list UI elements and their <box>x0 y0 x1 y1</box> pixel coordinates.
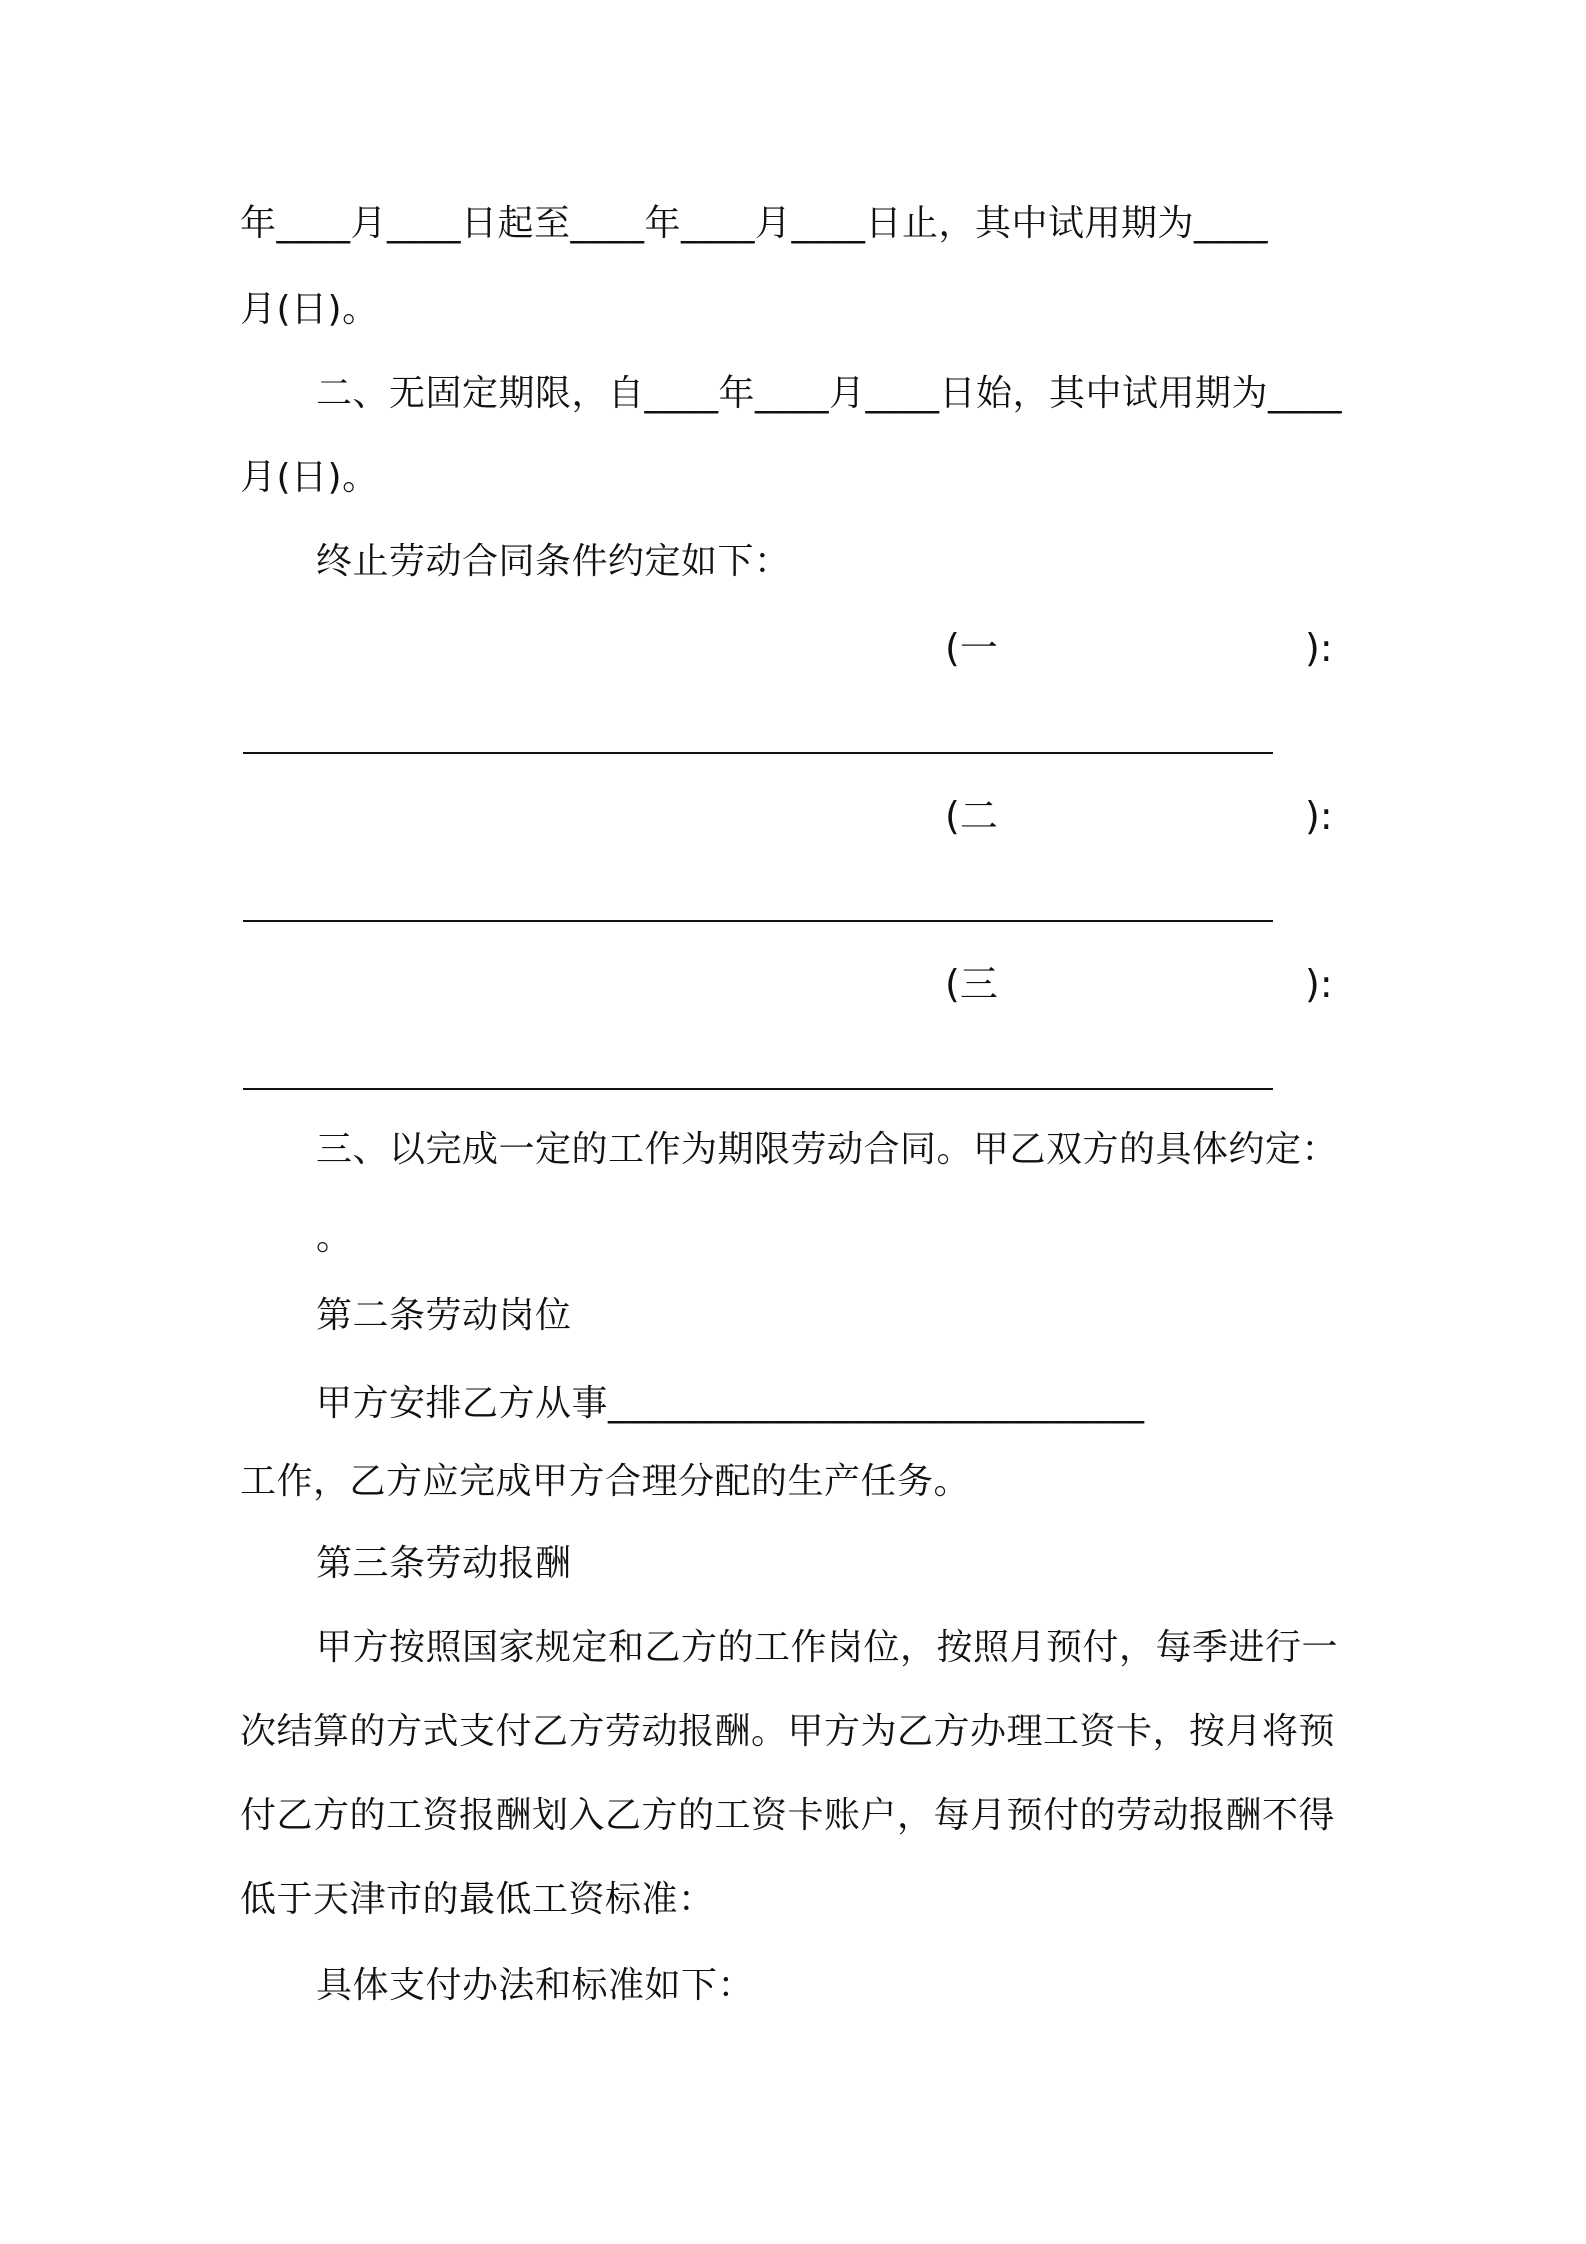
condition-1-close: ): <box>1305 626 1333 670</box>
article-2-heading: 第二条劳动岗位 <box>316 1295 572 1336</box>
condition-3-open: (三 <box>945 962 998 1006</box>
condition-3-close: ): <box>1305 962 1333 1006</box>
job-position-line-cont: 工作，乙方应完成甲方合理分配的生产任务。 <box>240 1461 971 1502</box>
payment-method-heading: 具体支付办法和标准如下： <box>316 1965 755 2006</box>
article-3-heading: 第三条劳动报酬 <box>316 1543 572 1584</box>
contract-term-line: 年____月____日起至____年____月____日止，其中试用期为____ <box>240 203 1269 244</box>
indefinite-term-line-cont: 月(日)。 <box>240 457 379 498</box>
condition-2-close: ): <box>1305 794 1333 838</box>
condition-3-blank-line <box>243 1088 1273 1090</box>
contract-term-line-cont: 月(日)。 <box>240 289 379 330</box>
indefinite-term-line: 二、无固定期限，自____年____月____日始，其中试用期为____ <box>316 373 1343 414</box>
task-based-term-line-cont: 。 <box>316 1217 353 1258</box>
remuneration-paragraph-line-2: 次结算的方式支付乙方劳动报酬。甲方为乙方办理工资卡，按月将预 <box>240 1711 1336 1752</box>
condition-2-blank-line <box>243 920 1273 922</box>
remuneration-paragraph-line-4: 低于天津市的最低工资标准： <box>240 1879 715 1920</box>
remuneration-paragraph-line-1: 甲方按照国家规定和乙方的工作岗位，按照月预付，每季进行一 <box>316 1627 1339 1668</box>
job-position-line: 甲方安排乙方从事_____________________________ <box>316 1383 1145 1424</box>
condition-2-open: (二 <box>945 794 998 838</box>
condition-1-open: (一 <box>945 626 998 670</box>
condition-1-blank-line <box>243 752 1273 754</box>
task-based-term-line: 三、以完成一定的工作为期限劳动合同。甲乙双方的具体约定： <box>316 1129 1339 1170</box>
termination-conditions-heading: 终止劳动合同条件约定如下： <box>316 541 791 582</box>
remuneration-paragraph-line-3: 付乙方的工资报酬划入乙方的工资卡账户，每月预付的劳动报酬不得 <box>240 1795 1336 1836</box>
